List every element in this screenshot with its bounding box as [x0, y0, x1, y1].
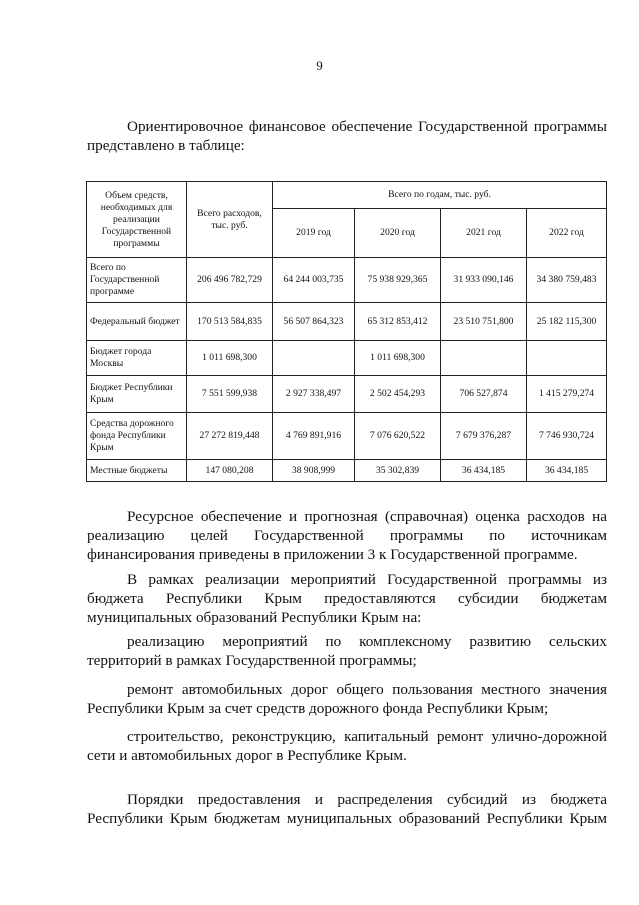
cell-2019: 56 507 864,323	[273, 303, 355, 341]
cell-2021: 36 434,185	[441, 460, 527, 482]
table-row	[87, 460, 607, 482]
cell-total: 7 551 599,938	[187, 376, 273, 413]
cell-total: 206 496 782,729	[187, 258, 273, 303]
cell-2022: 7 746 930,724	[527, 413, 607, 460]
header-volume: Объем средств, необходимых для реализации Государственной программы	[87, 182, 187, 258]
cell-2019: 38 908,999	[273, 460, 355, 482]
table-row	[87, 376, 607, 413]
paragraph-subsidies-intro: В рамках реализации мероприятий Государственной программы из бюджета Республики Крым предоставляются субсидии бюджетам муниципальных образований Республики Крым на:	[87, 571, 607, 626]
financing-table	[86, 181, 607, 482]
cell-2020: 65 312 853,412	[355, 303, 441, 341]
cell-2020: 2 502 454,293	[355, 376, 441, 413]
cell-2021: 23 510 751,800	[441, 303, 527, 341]
header-years-group: Всего по годам, тыс. руб.	[273, 182, 607, 209]
paragraph-road-repair: ремонт автомобильных дорог общего пользования местного значения Республики Крым за счет средств дорожного фонда Республики Крым;	[87, 681, 607, 717]
table-row	[87, 413, 607, 460]
header-year-2019: 2019 год	[273, 209, 355, 258]
paragraph-construction: строительство, реконструкцию, капитальный ремонт улично-дорожной сети и автомобильных дорог в Республике Крым.	[87, 728, 607, 764]
cell-2020: 1 011 698,300	[355, 341, 441, 376]
cell-total: 1 011 698,300	[187, 341, 273, 376]
table-row	[87, 258, 607, 303]
cell-2020: 75 938 929,365	[355, 258, 441, 303]
row-label: Всего по Государственной программе	[87, 258, 187, 303]
cell-2019: 2 927 338,497	[273, 376, 355, 413]
cell-2019	[273, 341, 355, 376]
cell-2022: 34 380 759,483	[527, 258, 607, 303]
cell-total: 27 272 819,448	[187, 413, 273, 460]
paragraph-rural-development: реализацию мероприятий по комплексному развитию сельских территорий в рамках Государственной программы;	[87, 633, 607, 669]
cell-total: 147 080,208	[187, 460, 273, 482]
row-label: Федеральный бюджет	[87, 303, 187, 341]
page-number: 9	[316, 58, 323, 73]
cell-2022	[527, 341, 607, 376]
cell-2020: 7 076 620,522	[355, 413, 441, 460]
row-label: Местные бюджеты	[87, 460, 187, 482]
cell-2020: 35 302,839	[355, 460, 441, 482]
table-row	[87, 303, 607, 341]
header-year-2020: 2020 год	[355, 209, 441, 258]
intro-paragraph: Ориентировочное финансовое обеспечение Государственной программы представлено в таблице:	[87, 118, 607, 154]
cell-2022: 25 182 115,300	[527, 303, 607, 341]
header-year-2021: 2021 год	[441, 209, 527, 258]
cell-2021: 31 933 090,146	[441, 258, 527, 303]
row-label: Бюджет Республики Крым	[87, 376, 187, 413]
cell-total: 170 513 584,835	[187, 303, 273, 341]
cell-2021: 706 527,874	[441, 376, 527, 413]
cell-2019: 64 244 003,735	[273, 258, 355, 303]
cell-2022: 1 415 279,274	[527, 376, 607, 413]
header-total: Всего расходов, тыс. руб.	[187, 182, 273, 258]
cell-2022: 36 434,185	[527, 460, 607, 482]
row-label: Бюджет города Москвы	[87, 341, 187, 376]
cell-2019: 4 769 891,916	[273, 413, 355, 460]
paragraph-procedures: Порядки предоставления и распределения субсидий из бюджета Республики Крым бюджетам муниципальных образований Республики Крым	[87, 791, 607, 827]
cell-2021: 7 679 376,287	[441, 413, 527, 460]
header-year-2022: 2022 год	[527, 209, 607, 258]
cell-2021	[441, 341, 527, 376]
table-row	[87, 341, 607, 376]
paragraph-resources: Ресурсное обеспечение и прогнозная (справочная) оценка расходов на реализацию целей Государственной программы по источникам финансирования приведены в приложении 3 к Государственной программе.	[87, 508, 607, 563]
row-label: Средства дорожного фонда Республики Крым	[87, 413, 187, 460]
